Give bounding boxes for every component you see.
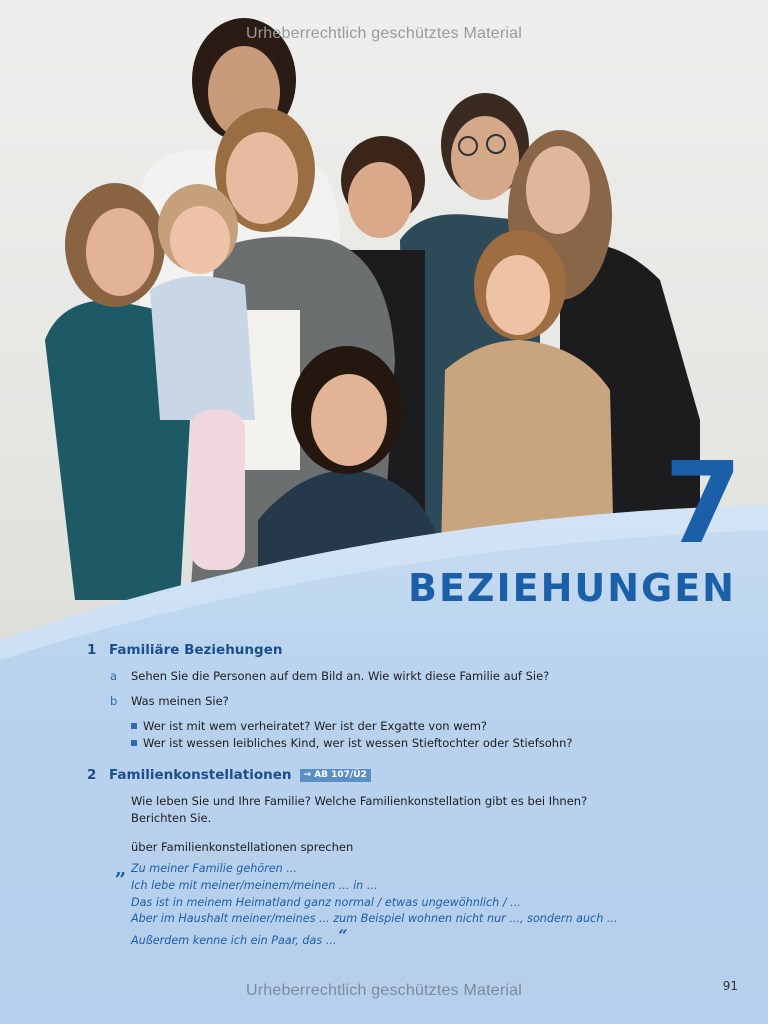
redemittel-subheading: über Familienkonstellationen sprechen [131,840,354,854]
section-2-question-line-2: Berichten Sie. [131,811,212,825]
closing-quote-icon: “ [338,926,348,945]
task-b-letter: b [110,694,118,708]
section-1-number: 1 [87,642,97,658]
chapter-number: 7 [664,439,742,569]
task-a-text: Sehen Sie die Personen auf dem Bild an. Wie wirkt diese Familie auf Sie? [131,669,550,683]
workbook-reference-badge: → AB 107/Ü2 [300,769,371,782]
phrase-line: Das ist in meinem Heimatland ganz normal / etwas ungewöhnlich / ... [131,896,521,909]
chapter-title: BEZIEHUNGEN [408,566,736,610]
page-number: 91 [722,979,738,993]
bullet-item: Wer ist wessen leibliches Kind, wer ist wessen Stieftochter oder Stiefsohn? [131,736,573,750]
section-2-heading [87,767,371,783]
section-1-heading [87,642,282,658]
phrase-line: Ich lebe mit meiner/meinem/meinen ... in ... [131,879,378,892]
phrase-line: Aber im Haushalt meiner/meines ... zum Beispiel wohnen nicht nur ..., sondern auch ... [131,912,618,925]
opening-quote-icon: „ [115,856,127,880]
section-2-title: Familienkonstellationen [109,767,292,783]
bullet-item: Wer ist mit wem verheiratet? Wer ist der Exgatte von wem? [131,719,487,733]
watermark-top: Urheberrechtlich geschütztes Material [246,25,522,42]
task-b-text: Was meinen Sie? [131,694,229,708]
section-2-number: 2 [87,767,97,783]
task-a-letter: a [110,669,118,683]
phrase-line-text: Außerdem kenne ich ein Paar, das ... [131,934,337,947]
section-1-title: Familiäre Beziehungen [109,642,283,658]
section-2-question-line-1: Wie leben Sie und Ihre Familie? Welche Familienkonstellation gibt es bei Ihnen? [131,794,588,808]
phrase-line-last [131,926,348,948]
watermark-bottom: Urheberrechtlich geschütztes Material [246,982,522,999]
phrase-line: Zu meiner Familie gehören ... [131,862,297,875]
